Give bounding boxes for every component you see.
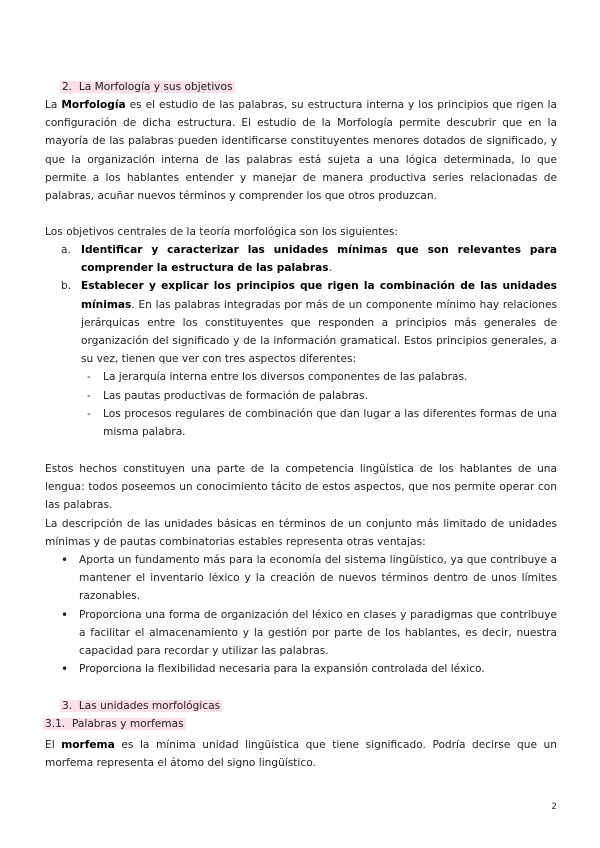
advantages-list xyxy=(45,551,557,678)
aspect-item: - La jerarquía interna entre los diversos componentes de las palabras. xyxy=(87,371,468,384)
objectives-intro: Los objetivos centrales de la teoría morfológica son los siguientes: xyxy=(45,226,398,238)
term-morfologia: Morfología xyxy=(61,99,126,111)
subsection-3-1-heading xyxy=(43,715,186,733)
advantage-item: • Proporciona la flexibilidad necesaria para la expansión controlada del léxico. xyxy=(61,662,485,677)
advantage-item: • Aporta un fundamento más para la economía del sistema lingüístico, ya que contribuye a mantener el inventario léxico y la creación de nuevos términos dentro de unos límites razonables. xyxy=(61,553,557,603)
aspect-item: - Las pautas productivas de formación de palabras. xyxy=(87,389,368,402)
section-2-number: 2. xyxy=(62,81,73,93)
advantages-intro: La descripción de las unidades básicas en términos de un conjunto más limitado de unidades mínimas y de pautas combinatorias estables representa otras ventajas: xyxy=(45,518,557,549)
advantage-item: • Proporciona una forma de organización del léxico en clases y paradigmas que contribuye a facilitar el almacenamiento y la gestión por parte de los hablantes, es decir, nuestra capacidad para recordar y utilizar las palabras. xyxy=(61,607,557,658)
term-morfema: morfema xyxy=(61,739,115,751)
objective-item: a. Identificar y caracterizar las unidades mínimas que son relevantes para comprender la estructura de las palabras. xyxy=(45,241,557,277)
aspect-item: - Los procesos regulares de combinación que dan lugar a las diferentes formas de una misma palabra. xyxy=(87,407,557,439)
aspects-list xyxy=(81,368,557,441)
list-marker: b. xyxy=(61,280,72,293)
page-number: 2 xyxy=(551,802,557,812)
subsection-title: Palabras y morfemas xyxy=(71,718,184,730)
morfema-definition-paragraph: El morfema es la mínima unidad lingüística que tiene significado. Podría decirse que un morfema representa el átomo del signo lingüístico. xyxy=(45,739,557,770)
objectives-list xyxy=(45,241,557,441)
section-3-heading xyxy=(60,697,222,715)
morfologia-definition-paragraph: La Morfología es el estudio de las palabras, su estructura interna y los principios que rigen la configuración de dicha estructura. El estudio de la Morfología permite descubrir que en la mayoría de las palabras pueden identificarse constituyentes menores dotados de significado, y que la organización interna de las palabras está sujeta a una lógica determinada, lo que permite a los hablantes entender y manejar de manera productiva series relacionadas de palabras, acuñar nuevos términos y comprender los que otros produzcan. xyxy=(45,99,557,203)
section-2-heading xyxy=(60,78,235,96)
objective-item: b. Establecer y explicar los principios que rigen la combinación de las unidades mínimas. En las palabras integradas por más de un componente mínimo hay relaciones jerárquicas entre los constituyentes que responden a principios más generales de organización del significado y de la información gramatical. Estos principios generales, a su vez, tienen que ver con tres aspectos diferentes: - La jerarquía interna entre los diversos componentes de las palabras. - Las pautas productivas de formación de palabras. - Los procesos regulares de combinación que dan lugar a las diferentes formas de una misma palabra. xyxy=(45,277,557,441)
subsection-number: 3.1. xyxy=(45,718,66,730)
section-3-title: Las unidades morfológicas xyxy=(78,700,221,712)
section-3-number: 3. xyxy=(62,700,73,712)
section-2-title: La Morfología y sus objetivos xyxy=(78,81,233,93)
list-marker: a. xyxy=(61,244,71,256)
competence-paragraph: Estos hechos constituyen una parte de la competencia lingüística de los hablantes de una lengua: todos poseemos un conocimiento tácito de estos aspectos, que nos permite operar con las palabras. xyxy=(45,463,557,512)
